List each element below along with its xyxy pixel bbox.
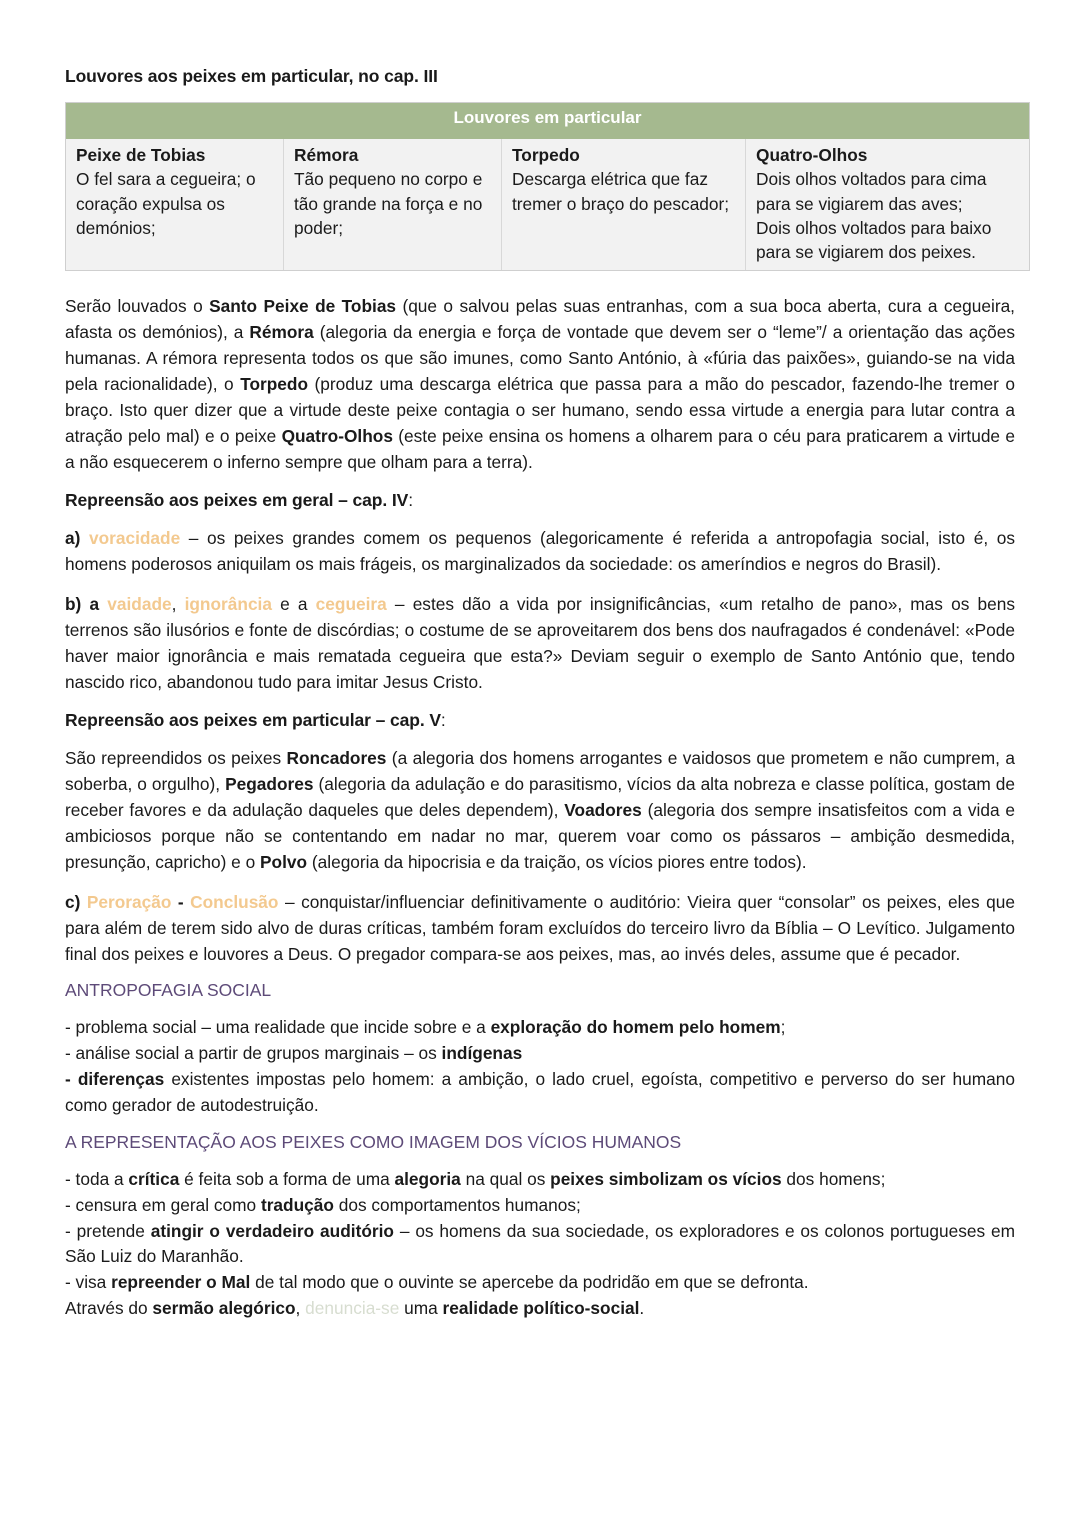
paragraph-c [65,889,1015,967]
text: (a alegoria dos homens arrogantes e vaidosos que prometem e não cumprem, a soberba, o orgulho), [65,748,1015,795]
text: e a [271,594,316,615]
text: dos homens; [781,1169,886,1190]
text: (alegoria da adulação e do parasitismo, vícios da alta nobreza e classe política, gostam de receber favores e da adulação daqueles que deles dependem), [65,774,1015,821]
text: Através do [65,1297,153,1318]
text: (alegoria da energia e força de vontade que devem ser o “leme”/ a orientação das ações humanas. A rémora representa todos os que são imunes, como Santo António, à «fúria das paixões», guiando-se na vida pela racionalidade), o [65,322,1015,395]
accent-text: voracidade [88,528,181,549]
item-label: c) [65,892,87,913]
bold-text: Voadores [564,800,642,821]
accent-text: ignorância [184,594,272,615]
text: (produz uma descarga elétrica que passa para a mão do pescador, fazendo-lhe tremer o braço. Isto quer dizer que a virtude deste peixe contagia o ser humano, sendo essa virtude a energia para lutar contra a atração pelo mal) e o peixe [65,374,1015,447]
table-body [66,139,1029,270]
cell-text: Descarga elétrica que faz tremer o braço do pescador; [512,169,730,214]
cell-title: Peixe de Tobias [76,145,206,165]
heading-louvores-particular: Louvores aos peixes em particular, no cap. III [65,66,438,86]
heading-colon: : [408,490,414,511]
bold-text: realidade político-social [442,1297,640,1318]
paragraph-repreensao [65,745,1015,875]
cell-title: Torpedo [512,145,580,165]
bold-text: sermão alegórico [152,1297,296,1318]
text: ; [780,1017,786,1038]
list-item [65,1296,1015,1322]
table-cell-remora [284,139,502,270]
accent-text: denuncia-se [305,1297,400,1318]
text: - pretende [65,1220,151,1241]
table-cell-quatro-olhos [746,139,1027,270]
bold-text: Roncadores [286,748,387,769]
text: São repreendidos os peixes [65,748,287,769]
accent-text: Peroração [86,892,172,913]
table-cell-tobias [66,139,284,270]
bold-text: Polvo [260,852,308,873]
text: (alegoria da hipocrisia e da traição, os vícios piores entre todos). [307,852,807,873]
bold-text: Pegadores [225,774,314,795]
text: – conquistar/influenciar definitivamente o auditório: Vieira quer “consolar” os peixes, eles que para além de terem sido alvo de duras críticas, também foram excluídos do terceiro livro da Bíblia – O Levítico. Julgamento final dos peixes e louvores a Deus. O pregador compara-se aos peixes, mas, ao invés deles, assume que é pecador. [65,892,1016,965]
text: . [639,1297,645,1318]
table-header: Louvores em particular [66,103,1029,139]
text: , [171,594,185,615]
list-antropofagia [65,1015,1015,1118]
bold-text: Santo Peixe de Tobias [209,296,397,317]
heading-colon: : [440,710,446,731]
text: na qual os [460,1169,551,1190]
text: de tal modo que o ouvinte se apercebe da podridão em que se defronta. [250,1272,809,1293]
item-label: b) a [65,594,108,615]
item-label: a) [65,528,89,549]
bold-text: alegoria [394,1169,461,1190]
section-title-representacao: A REPRESENTAÇÃO AOS PEIXES COMO IMAGEM DOS VÍCIOS HUMANOS [65,1132,682,1153]
text: - problema social – uma realidade que incide sobre e a [65,1017,491,1038]
text: existentes impostas pelo homem: a ambição, o lado cruel, egoísta, competitivo e perverso do ser humano como gerador de autodestruição. [65,1068,1015,1115]
heading-text: Repreensão aos peixes em particular – cap. V [65,710,441,731]
paragraph-louvores [65,293,1015,475]
text: dos comportamentos humanos; [333,1195,581,1215]
paragraph-a [65,525,1015,577]
text: (que o salvou pelas suas entranhas, com a sua boca aberta, cura a cegueira, afasta os demónios), a [65,296,1015,343]
text: – os homens da sua sociedade, os exploradores e os colonos portugueses em São Luiz do Maranhão. [65,1220,1015,1267]
heading-repreensao-particular [65,710,1015,731]
cell-text: Dois olhos voltados para cima para se vigiarem das aves; [756,169,987,214]
list-item [65,1041,1015,1067]
table-cell-torpedo [502,139,746,270]
list-item [65,1015,1015,1041]
text: - toda a [65,1169,129,1190]
louvores-table [65,102,1030,271]
text: (este peixe ensina os homens a olharem para o céu para praticarem a virtude e a não esquecerem o inferno sempre que olham para a terra). [65,426,1015,473]
text: - análise social a partir de grupos marginais – os [65,1043,442,1064]
list-representacao [65,1167,1015,1321]
text: - [171,892,191,913]
cell-title: Quatro-Olhos [756,145,868,165]
bold-text: tradução [260,1195,334,1215]
bold-text: indígenas [441,1043,523,1064]
text: Serão louvados o [65,296,210,317]
list-item [65,1219,1015,1270]
cell-text: O fel sara a cegueira; o coração expulsa os demónios; [76,169,256,238]
cell-title: Rémora [294,145,359,165]
text: , [295,1297,306,1318]
heading-text: Repreensão aos peixes em geral – cap. IV [65,490,409,511]
list-item [65,1167,1015,1193]
text: – os peixes grandes comem os pequenos (alegoricamente é referida a antropofagia social, isto é, os homens poderosos aniquilam os mais frágeis, os marginalizados da sociedade: os ameríndios e negros do Brasil). [65,528,1015,575]
text: - censura em geral como [65,1195,261,1215]
section-title-antropofagia: ANTROPOFAGIA SOCIAL [65,980,272,1001]
text: uma [399,1297,443,1318]
text: é feita sob a forma de uma [179,1169,395,1190]
text: (alegoria dos sempre insatisfeitos com a vida e ambiciosos porque não se contentando em nadar no mar, querem voar como os pássaros – ambição desmedida, presunção, capricho) e o [65,800,1015,873]
paragraph-b [65,591,1015,695]
heading-repreensao-geral [65,490,1015,511]
bold-text: Rémora [249,322,314,343]
text: - visa [65,1272,112,1293]
bold-text: exploração do homem pelo homem [490,1017,781,1038]
cell-text: Dois olhos voltados para baixo para se vigiarem dos peixes. [756,217,992,263]
bold-text: - diferenças [65,1068,165,1089]
list-item [65,1270,1015,1296]
bold-text: Quatro-Olhos [281,426,393,447]
accent-text: cegueira [315,594,387,615]
list-item [65,1067,1015,1118]
accent-text: vaidade [107,594,172,615]
list-item [65,1193,1015,1219]
accent-text: Conclusão [190,892,279,913]
bold-text: repreender o Mal [111,1272,251,1293]
bold-text: Torpedo [240,374,309,395]
text: – estes dão a vida por insignificâncias, «um retalho de pano», mas os bens terrenos são ilusórios e fonte de discórdias; o costume de se aproveitarem dos bens dos naufragados é condenável: «Pode haver maior ignorância e mais rematada cegueira que esta?» Deviam seguir o exemplo de Santo António que, tendo nascido rico, abandonou tudo para imitar Jesus Cristo. [65,594,1015,693]
bold-text: atingir o verdadeiro auditório [150,1220,394,1241]
cell-text: Tão pequeno no corpo e tão grande na força e no poder; [294,169,483,238]
bold-text: peixes simbolizam os vícios [550,1169,782,1190]
bold-text: crítica [128,1169,180,1190]
